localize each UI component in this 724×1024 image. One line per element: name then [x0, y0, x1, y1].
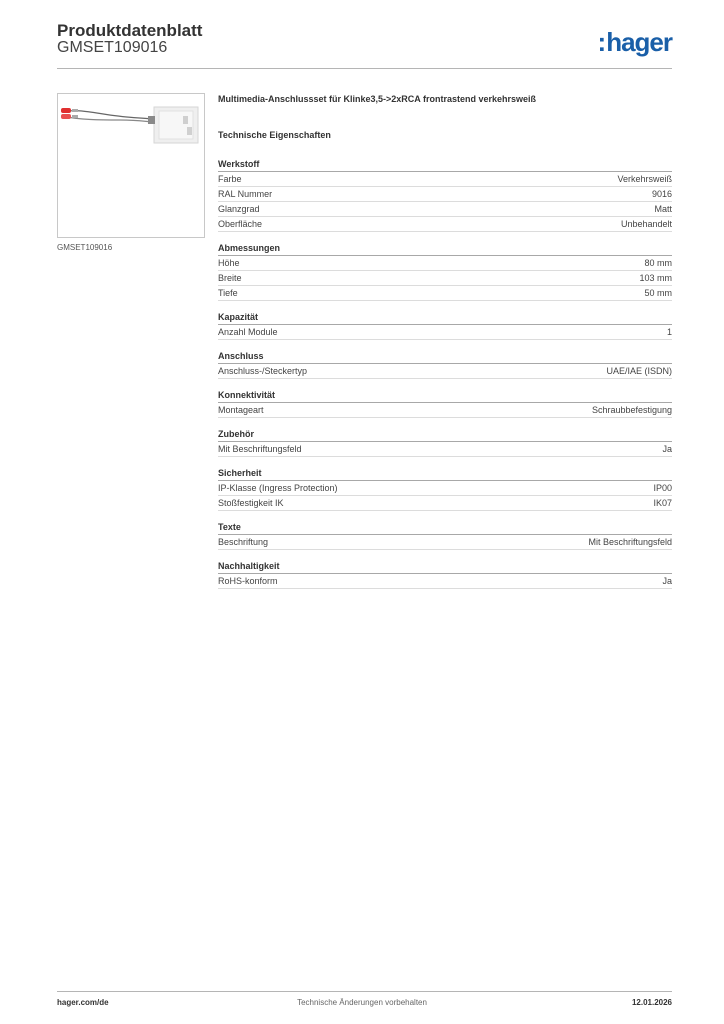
section-title: Zubehör: [218, 427, 672, 442]
section-title: Anschluss: [218, 349, 672, 364]
property-label: RAL Nummer: [218, 189, 273, 199]
footer-disclaimer: Technische Änderungen vorbehalten: [297, 998, 427, 1007]
property-label: Höhe: [218, 258, 240, 268]
property-value: Ja: [662, 576, 672, 586]
section-title: Nachhaltigkeit: [218, 559, 672, 574]
property-label: IP-Klasse (Ingress Protection): [218, 483, 338, 493]
section-title: Kapazität: [218, 310, 672, 325]
property-value: IK07: [653, 498, 672, 508]
property-row: [218, 286, 672, 301]
property-row: [218, 364, 672, 379]
property-label: Anschluss-/Steckertyp: [218, 366, 308, 376]
property-label: Tiefe: [218, 288, 238, 298]
property-row: [218, 403, 672, 418]
footer-website-link[interactable]: hager.com/de: [57, 998, 109, 1007]
property-row: [218, 325, 672, 340]
section-nachhaltigkeit: [218, 559, 672, 589]
product-illustration-icon: [58, 94, 204, 237]
footer-divider: [57, 991, 672, 992]
property-value: IP00: [653, 483, 672, 493]
property-row: [218, 442, 672, 457]
property-value: UAE/IAE (ISDN): [606, 366, 672, 376]
section-title: Sicherheit: [218, 466, 672, 481]
property-row: [218, 256, 672, 271]
property-value: Verkehrsweiß: [617, 174, 672, 184]
property-value: Matt: [654, 204, 672, 214]
section-zubehoer: [218, 427, 672, 457]
property-label: Stoßfestigkeit IK: [218, 498, 284, 508]
footer-date: 12.01.2026: [631, 998, 672, 1007]
section-title: Werkstoff: [218, 157, 672, 172]
property-value: 103 mm: [639, 273, 672, 283]
properties-heading: Technische Eigenschaften: [218, 130, 331, 140]
logo-text: hager: [606, 27, 672, 57]
hager-logo[interactable]: [598, 27, 672, 58]
property-value: 9016: [651, 189, 672, 199]
logo-colon-icon: :: [597, 27, 606, 57]
property-value: 1: [666, 327, 672, 337]
property-label: Beschriftung: [218, 537, 269, 547]
property-row: [218, 574, 672, 589]
product-code: GMSET109016: [57, 39, 168, 56]
property-value: Unbehandelt: [620, 219, 672, 229]
section-title: Konnektivität: [218, 388, 672, 403]
page-title: Produktdatenblatt: [57, 21, 203, 40]
section-anschluss: [218, 349, 672, 379]
section-konnektivitaet: [218, 388, 672, 418]
property-value: Schraubbefestigung: [591, 405, 672, 415]
section-abmessungen: [218, 241, 672, 301]
property-row: [218, 535, 672, 550]
property-label: Oberfläche: [218, 219, 263, 229]
property-label: Anzahl Module: [218, 327, 278, 337]
property-row: [218, 217, 672, 232]
property-value: 80 mm: [644, 258, 672, 268]
property-row: [218, 172, 672, 187]
property-label: RoHS-konform: [218, 576, 278, 586]
datasheet-main: [218, 93, 672, 598]
section-werkstoff: [218, 157, 672, 232]
property-label: Mit Beschriftungsfeld: [218, 444, 302, 454]
image-caption: GMSET109016: [57, 243, 113, 252]
property-label: Glanzgrad: [218, 204, 260, 214]
product-image: [57, 93, 205, 238]
product-name: Multimedia-Anschlussset für Klinke3,5->2xRCA frontrastend verkehrsweiß: [218, 94, 537, 104]
property-row: [218, 202, 672, 217]
section-texte: [218, 520, 672, 550]
property-value: Ja: [662, 444, 672, 454]
header-divider: [57, 68, 672, 69]
property-row: [218, 271, 672, 286]
property-label: Farbe: [218, 174, 242, 184]
section-title: Abmessungen: [218, 241, 672, 256]
property-row: [218, 481, 672, 496]
property-value: 50 mm: [644, 288, 672, 298]
property-row: [218, 187, 672, 202]
section-kapazitaet: [218, 310, 672, 340]
property-row: [218, 496, 672, 511]
property-label: Breite: [218, 273, 242, 283]
section-sicherheit: [218, 466, 672, 511]
section-title: Texte: [218, 520, 672, 535]
property-value: Mit Beschriftungsfeld: [588, 537, 672, 547]
property-label: Montageart: [218, 405, 264, 415]
